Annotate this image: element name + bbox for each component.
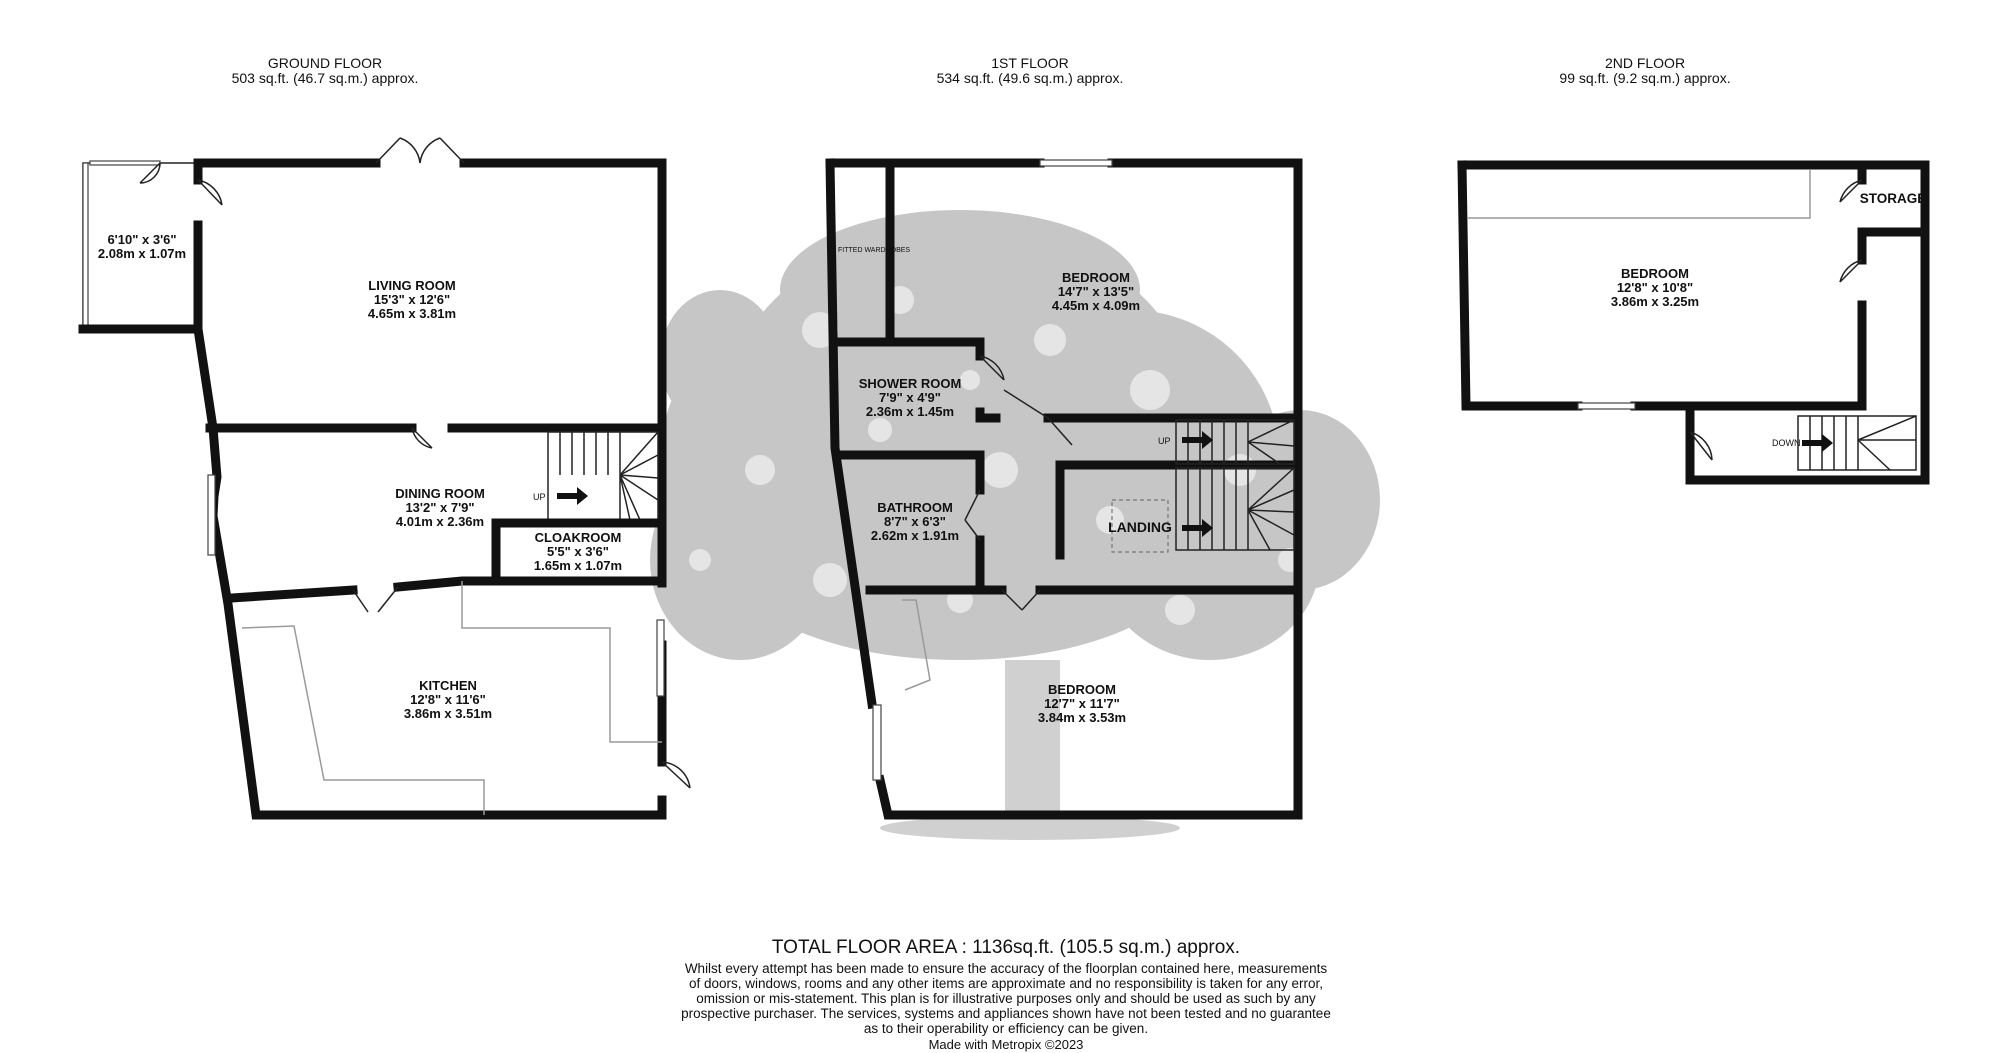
footer: [681, 937, 1331, 1052]
second-floor-labels: [1611, 191, 1926, 309]
first-stairs-label: UP: [1158, 436, 1171, 446]
landing-name: LANDING: [1108, 519, 1172, 535]
porch-dim-metric: 2.08m x 1.07m: [97, 246, 187, 261]
bedroom3-dim-imperial: 12'8" x 10'8": [1616, 280, 1694, 295]
bedroom3-dim-metric: 3.86m x 3.25m: [1610, 294, 1700, 309]
second-floor-plan: [1462, 165, 1925, 480]
cloakroom-dim-imperial: 5'5" x 3'6": [547, 544, 609, 559]
disclaimer-line-3: omission or mis-statement. This plan is for illustrative purposes only and should be used as such by any: [696, 991, 1316, 1006]
dining-room-dim-metric: 4.01m x 2.36m: [395, 514, 485, 529]
shower-room-name: SHOWER ROOM: [858, 376, 962, 391]
living-room-dim-metric: 4.65m x 3.81m: [367, 306, 457, 321]
wardrobe-label: FITTED WARDROBES: [838, 247, 911, 254]
bedroom2-dim-imperial: 12'7" x 11'7": [1044, 696, 1120, 711]
ground-floor-labels: [98, 232, 622, 721]
ground-stairs-label: UP: [533, 492, 546, 502]
watermark-tree: [650, 210, 1380, 840]
living-room-name: LIVING ROOM: [368, 278, 456, 293]
ground-floor-area: 503 sq.ft. (46.7 sq.m.) approx.: [231, 70, 419, 86]
disclaimer-line-1: Whilst every attempt has been made to ensure the accuracy of the floorplan contained here, measurements: [684, 961, 1328, 976]
storage-name: STORAGE: [1859, 191, 1927, 206]
living-room-dim-imperial: 15'3" x 12'6": [373, 292, 451, 307]
dining-room-name: DINING ROOM: [395, 486, 485, 501]
bedroom1-dim-metric: 4.45m x 4.09m: [1051, 298, 1141, 313]
cloakroom-dim-metric: 1.65m x 1.07m: [533, 558, 623, 573]
kitchen-dim-metric: 3.86m x 3.51m: [403, 706, 493, 721]
disclaimer-line-5: as to their operability or efficiency can be given.: [863, 1021, 1149, 1036]
shower-room-dim-imperial: 7'9" x 4'9": [879, 390, 941, 405]
bathroom-dim-metric: 2.62m x 1.91m: [870, 528, 960, 543]
ground-floor-title: GROUND FLOOR: [267, 55, 383, 71]
shower-room-dim-metric: 2.36m x 1.45m: [865, 404, 955, 419]
bedroom1-name: BEDROOM: [1062, 270, 1130, 285]
total-floor-area: TOTAL FLOOR AREA : 1136sq.ft. (105.5 sq.m.) approx.: [771, 937, 1241, 958]
second-stairs-label: DOWN: [1772, 438, 1801, 448]
first-floor-area: 534 sq.ft. (49.6 sq.m.) approx.: [936, 70, 1124, 86]
kitchen-name: KITCHEN: [419, 678, 477, 693]
disclaimer-line-2: of doors, windows, rooms and any other items are approximate and no responsibility is taken for any error,: [688, 976, 1324, 991]
disclaimer-line-4: prospective purchaser. The services, systems and appliances shown have not been tested and no guarantee: [681, 1006, 1331, 1021]
bathroom-name: BATHROOM: [877, 500, 953, 515]
bedroom2-name: BEDROOM: [1048, 682, 1116, 697]
bedroom1-dim-imperial: 14'7" x 13'5": [1057, 284, 1135, 299]
kitchen-dim-imperial: 12'8" x 11'6": [410, 692, 486, 707]
bedroom3-name: BEDROOM: [1621, 266, 1689, 281]
cloakroom-name: CLOAKROOM: [534, 530, 622, 545]
second-floor-area: 99 sq.ft. (9.2 sq.m.) approx.: [1559, 70, 1731, 86]
second-floor-title: 2ND FLOOR: [1604, 55, 1686, 71]
dining-room-dim-imperial: 13'2" x 7'9": [405, 500, 475, 515]
bedroom2-dim-metric: 3.84m x 3.53m: [1037, 710, 1127, 725]
porch-dim-imperial: 6'10" x 3'6": [107, 232, 177, 247]
bathroom-dim-imperial: 8'7" x 6'3": [884, 514, 946, 529]
first-floor-title: 1ST FLOOR: [991, 55, 1069, 71]
metropix-credit: Made with Metropix ©2023: [928, 1037, 1084, 1052]
